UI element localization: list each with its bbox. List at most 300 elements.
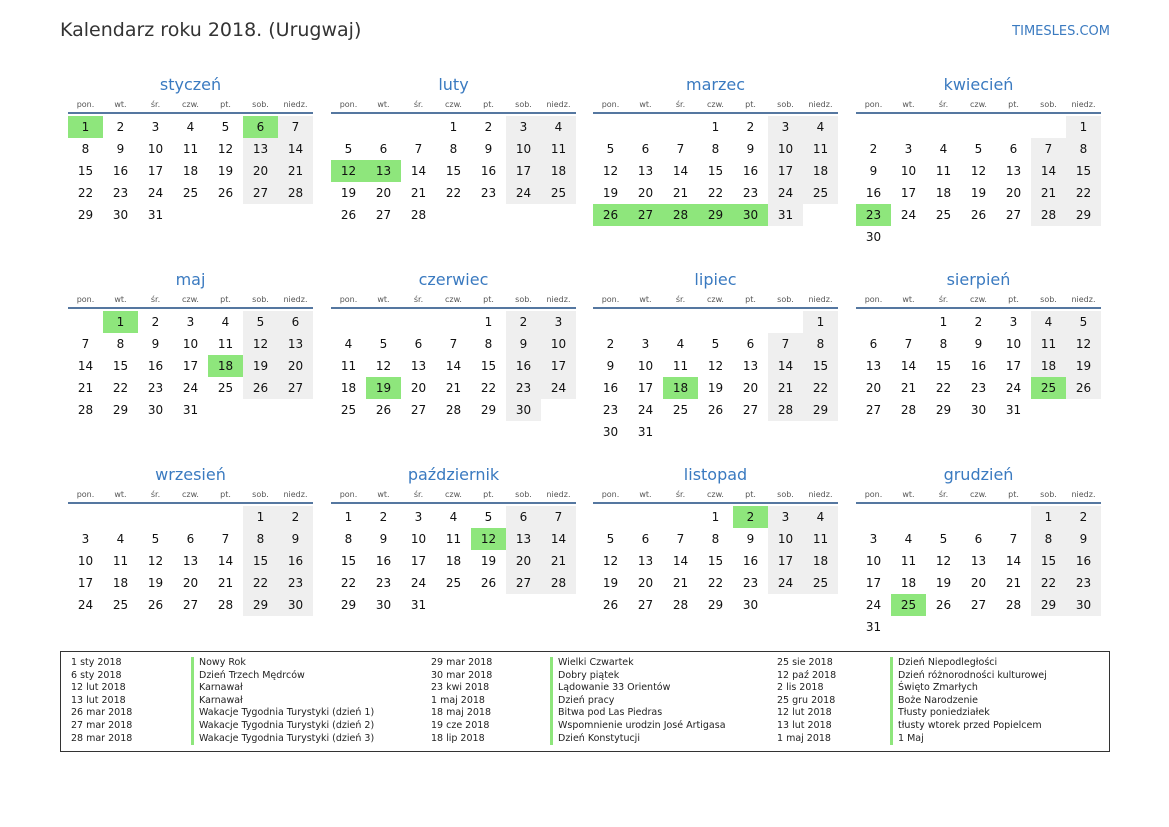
- day-cell[interactable]: 3: [506, 116, 541, 138]
- day-cell[interactable]: 3: [904, 142, 913, 156]
- day-cell[interactable]: 21: [900, 381, 917, 395]
- day-cell[interactable]: 12: [602, 164, 619, 178]
- day-cell[interactable]: 27: [970, 598, 987, 612]
- day-cell[interactable]: 6: [278, 311, 313, 333]
- day-cell[interactable]: 16: [865, 186, 882, 200]
- day-cell[interactable]: 3: [414, 510, 423, 524]
- day-cell[interactable]: 20: [1005, 186, 1022, 200]
- day-cell[interactable]: 11: [1031, 333, 1066, 355]
- day-cell[interactable]: 21: [77, 381, 94, 395]
- day-cell[interactable]: 1: [68, 116, 103, 138]
- day-cell[interactable]: 2: [869, 142, 878, 156]
- day-cell[interactable]: 13: [637, 164, 654, 178]
- day-cell[interactable]: 8: [711, 532, 720, 546]
- day-cell[interactable]: 16: [970, 359, 987, 373]
- day-cell[interactable]: 10: [900, 164, 917, 178]
- day-cell[interactable]: 27: [1005, 208, 1022, 222]
- day-cell[interactable]: 30: [278, 594, 313, 616]
- day-cell[interactable]: 5: [974, 142, 983, 156]
- day-cell[interactable]: 27: [243, 182, 278, 204]
- day-cell[interactable]: 8: [1066, 138, 1101, 160]
- day-cell[interactable]: 4: [541, 116, 576, 138]
- day-cell[interactable]: 23: [506, 377, 541, 399]
- day-cell[interactable]: 11: [803, 138, 838, 160]
- day-cell[interactable]: 17: [506, 160, 541, 182]
- day-cell[interactable]: 6: [243, 116, 278, 138]
- day-cell[interactable]: 31: [1005, 403, 1022, 417]
- day-cell[interactable]: 20: [637, 576, 654, 590]
- day-cell[interactable]: 27: [637, 598, 654, 612]
- day-cell[interactable]: 29: [112, 403, 129, 417]
- day-cell[interactable]: 8: [243, 528, 278, 550]
- day-cell[interactable]: 22: [340, 576, 357, 590]
- day-cell[interactable]: 14: [278, 138, 313, 160]
- day-cell[interactable]: 28: [768, 399, 803, 421]
- day-cell[interactable]: 2: [1066, 506, 1101, 528]
- day-cell[interactable]: 9: [278, 528, 313, 550]
- day-cell[interactable]: 6: [414, 337, 423, 351]
- day-cell[interactable]: 18: [112, 576, 129, 590]
- day-cell[interactable]: 30: [147, 403, 164, 417]
- day-cell[interactable]: 15: [445, 164, 462, 178]
- day-cell[interactable]: 2: [379, 510, 388, 524]
- day-cell[interactable]: 27: [742, 403, 759, 417]
- day-cell[interactable]: 24: [77, 598, 94, 612]
- day-cell[interactable]: 23: [856, 204, 891, 226]
- day-cell[interactable]: 25: [340, 403, 357, 417]
- day-cell[interactable]: 26: [935, 598, 952, 612]
- day-cell[interactable]: 17: [865, 576, 882, 590]
- day-cell[interactable]: 5: [939, 532, 948, 546]
- day-cell[interactable]: 10: [77, 554, 94, 568]
- day-cell[interactable]: 6: [641, 142, 650, 156]
- day-cell[interactable]: 1: [711, 510, 720, 524]
- day-cell[interactable]: 19: [340, 186, 357, 200]
- day-cell[interactable]: 20: [410, 381, 427, 395]
- day-cell[interactable]: 7: [1031, 138, 1066, 160]
- day-cell[interactable]: 4: [449, 510, 458, 524]
- day-cell[interactable]: 15: [112, 359, 129, 373]
- day-cell[interactable]: 27: [375, 208, 392, 222]
- day-cell[interactable]: 2: [151, 315, 160, 329]
- day-cell[interactable]: 14: [672, 554, 689, 568]
- day-cell[interactable]: 24: [182, 381, 199, 395]
- day-cell[interactable]: 12: [217, 142, 234, 156]
- day-cell[interactable]: 13: [1005, 164, 1022, 178]
- day-cell[interactable]: 26: [217, 186, 234, 200]
- day-cell[interactable]: 19: [935, 576, 952, 590]
- day-cell[interactable]: 16: [602, 381, 619, 395]
- day-cell[interactable]: 9: [606, 359, 615, 373]
- day-cell[interactable]: 18: [208, 355, 243, 377]
- day-cell[interactable]: 8: [803, 333, 838, 355]
- day-cell[interactable]: 11: [182, 142, 199, 156]
- day-cell[interactable]: 16: [1066, 550, 1101, 572]
- day-cell[interactable]: 21: [278, 160, 313, 182]
- day-cell[interactable]: 31: [865, 620, 882, 634]
- day-cell[interactable]: 9: [506, 333, 541, 355]
- day-cell[interactable]: 2: [116, 120, 125, 134]
- day-cell[interactable]: 7: [768, 333, 803, 355]
- day-cell[interactable]: 4: [904, 532, 913, 546]
- day-cell[interactable]: 30: [1066, 594, 1101, 616]
- day-cell[interactable]: 14: [768, 355, 803, 377]
- day-cell[interactable]: 23: [278, 572, 313, 594]
- day-cell[interactable]: 28: [663, 204, 698, 226]
- day-cell[interactable]: 24: [410, 576, 427, 590]
- day-cell[interactable]: 8: [81, 142, 90, 156]
- day-cell[interactable]: 9: [746, 142, 755, 156]
- day-cell[interactable]: 11: [541, 138, 576, 160]
- day-cell[interactable]: 3: [641, 337, 650, 351]
- day-cell[interactable]: 30: [375, 598, 392, 612]
- day-cell[interactable]: 11: [340, 359, 357, 373]
- day-cell[interactable]: 10: [541, 333, 576, 355]
- day-cell[interactable]: 17: [541, 355, 576, 377]
- day-cell[interactable]: 10: [147, 142, 164, 156]
- day-cell[interactable]: 22: [480, 381, 497, 395]
- day-cell[interactable]: 31: [182, 403, 199, 417]
- day-cell[interactable]: 22: [445, 186, 462, 200]
- day-cell[interactable]: 3: [151, 120, 160, 134]
- day-cell[interactable]: 31: [410, 598, 427, 612]
- day-cell[interactable]: 1: [711, 120, 720, 134]
- day-cell[interactable]: 2: [733, 506, 768, 528]
- day-cell[interactable]: 8: [484, 337, 493, 351]
- day-cell[interactable]: 18: [445, 554, 462, 568]
- day-cell[interactable]: 23: [602, 403, 619, 417]
- day-cell[interactable]: 29: [803, 399, 838, 421]
- day-cell[interactable]: 17: [147, 164, 164, 178]
- day-cell[interactable]: 3: [541, 311, 576, 333]
- day-cell[interactable]: 18: [541, 160, 576, 182]
- day-cell[interactable]: 29: [243, 594, 278, 616]
- day-cell[interactable]: 8: [1031, 528, 1066, 550]
- day-cell[interactable]: 22: [243, 572, 278, 594]
- day-cell[interactable]: 21: [445, 381, 462, 395]
- day-cell[interactable]: 23: [112, 186, 129, 200]
- day-cell[interactable]: 19: [1066, 355, 1101, 377]
- day-cell[interactable]: 24: [147, 186, 164, 200]
- day-cell[interactable]: 2: [746, 120, 755, 134]
- day-cell[interactable]: 12: [602, 554, 619, 568]
- day-cell[interactable]: 29: [707, 598, 724, 612]
- day-cell[interactable]: 3: [1009, 315, 1018, 329]
- day-cell[interactable]: 4: [344, 337, 353, 351]
- day-cell[interactable]: 19: [602, 186, 619, 200]
- day-cell[interactable]: 26: [147, 598, 164, 612]
- day-cell[interactable]: 17: [900, 186, 917, 200]
- day-cell[interactable]: 6: [379, 142, 388, 156]
- day-cell[interactable]: 10: [506, 138, 541, 160]
- day-cell[interactable]: 13: [970, 554, 987, 568]
- day-cell[interactable]: 16: [375, 554, 392, 568]
- day-cell[interactable]: 14: [77, 359, 94, 373]
- day-cell[interactable]: 3: [81, 532, 90, 546]
- day-cell[interactable]: 7: [414, 142, 423, 156]
- day-cell[interactable]: 28: [1031, 204, 1066, 226]
- day-cell[interactable]: 5: [606, 142, 615, 156]
- day-cell[interactable]: 6: [746, 337, 755, 351]
- day-cell[interactable]: 20: [637, 186, 654, 200]
- day-cell[interactable]: 22: [112, 381, 129, 395]
- day-cell[interactable]: 7: [221, 532, 230, 546]
- day-cell[interactable]: 24: [1005, 381, 1022, 395]
- day-cell[interactable]: 14: [217, 554, 234, 568]
- site-link[interactable]: TIMESLES.COM: [1012, 24, 1110, 39]
- day-cell[interactable]: 2: [606, 337, 615, 351]
- day-cell[interactable]: 4: [1031, 311, 1066, 333]
- day-cell[interactable]: 30: [733, 204, 768, 226]
- day-cell[interactable]: 29: [935, 403, 952, 417]
- day-cell[interactable]: 7: [278, 116, 313, 138]
- day-cell[interactable]: 30: [865, 230, 882, 244]
- day-cell[interactable]: 8: [344, 532, 353, 546]
- day-cell[interactable]: 1: [1066, 116, 1101, 138]
- day-cell[interactable]: 27: [628, 204, 663, 226]
- day-cell[interactable]: 13: [410, 359, 427, 373]
- day-cell[interactable]: 30: [742, 598, 759, 612]
- day-cell[interactable]: 29: [698, 204, 733, 226]
- day-cell[interactable]: 10: [865, 554, 882, 568]
- day-cell[interactable]: 1: [484, 315, 493, 329]
- day-cell[interactable]: 10: [182, 337, 199, 351]
- day-cell[interactable]: 7: [676, 532, 685, 546]
- day-cell[interactable]: 6: [186, 532, 195, 546]
- day-cell[interactable]: 6: [506, 506, 541, 528]
- day-cell[interactable]: 21: [1005, 576, 1022, 590]
- day-cell[interactable]: 22: [707, 186, 724, 200]
- day-cell[interactable]: 23: [375, 576, 392, 590]
- day-cell[interactable]: 7: [676, 142, 685, 156]
- day-cell[interactable]: 27: [865, 403, 882, 417]
- day-cell[interactable]: 25: [112, 598, 129, 612]
- day-cell[interactable]: 25: [891, 594, 926, 616]
- day-cell[interactable]: 27: [506, 572, 541, 594]
- day-cell[interactable]: 7: [1009, 532, 1018, 546]
- day-cell[interactable]: 28: [445, 403, 462, 417]
- day-cell[interactable]: 15: [707, 554, 724, 568]
- day-cell[interactable]: 2: [506, 311, 541, 333]
- day-cell[interactable]: 14: [541, 528, 576, 550]
- day-cell[interactable]: 26: [1066, 377, 1101, 399]
- day-cell[interactable]: 22: [77, 186, 94, 200]
- day-cell[interactable]: 10: [768, 528, 803, 550]
- day-cell[interactable]: 1: [1031, 506, 1066, 528]
- day-cell[interactable]: 27: [278, 377, 313, 399]
- day-cell[interactable]: 28: [900, 403, 917, 417]
- day-cell[interactable]: 13: [637, 554, 654, 568]
- day-cell[interactable]: 3: [768, 116, 803, 138]
- day-cell[interactable]: 28: [217, 598, 234, 612]
- day-cell[interactable]: 28: [672, 598, 689, 612]
- day-cell[interactable]: 27: [410, 403, 427, 417]
- day-cell[interactable]: 21: [410, 186, 427, 200]
- day-cell[interactable]: 9: [151, 337, 160, 351]
- day-cell[interactable]: 14: [1031, 160, 1066, 182]
- day-cell[interactable]: 23: [1066, 572, 1101, 594]
- day-cell[interactable]: 26: [707, 403, 724, 417]
- day-cell[interactable]: 9: [379, 532, 388, 546]
- day-cell[interactable]: 25: [182, 186, 199, 200]
- day-cell[interactable]: 4: [939, 142, 948, 156]
- day-cell[interactable]: 13: [278, 333, 313, 355]
- day-cell[interactable]: 20: [865, 381, 882, 395]
- day-cell[interactable]: 13: [243, 138, 278, 160]
- day-cell[interactable]: 26: [602, 598, 619, 612]
- day-cell[interactable]: 15: [707, 164, 724, 178]
- day-cell[interactable]: 12: [147, 554, 164, 568]
- day-cell[interactable]: 13: [865, 359, 882, 373]
- day-cell[interactable]: 13: [742, 359, 759, 373]
- day-cell[interactable]: 8: [449, 142, 458, 156]
- day-cell[interactable]: 4: [116, 532, 125, 546]
- day-cell[interactable]: 25: [803, 572, 838, 594]
- day-cell[interactable]: 15: [243, 550, 278, 572]
- day-cell[interactable]: 1: [803, 311, 838, 333]
- day-cell[interactable]: 18: [182, 164, 199, 178]
- day-cell[interactable]: 9: [116, 142, 125, 156]
- day-cell[interactable]: 1: [449, 120, 458, 134]
- day-cell[interactable]: 6: [974, 532, 983, 546]
- day-cell[interactable]: 12: [471, 528, 506, 550]
- day-cell[interactable]: 26: [375, 403, 392, 417]
- day-cell[interactable]: 14: [445, 359, 462, 373]
- day-cell[interactable]: 3: [768, 506, 803, 528]
- day-cell[interactable]: 16: [480, 164, 497, 178]
- day-cell[interactable]: 19: [707, 381, 724, 395]
- day-cell[interactable]: 17: [768, 160, 803, 182]
- day-cell[interactable]: 28: [1005, 598, 1022, 612]
- day-cell[interactable]: 29: [480, 403, 497, 417]
- day-cell[interactable]: 18: [803, 160, 838, 182]
- day-cell[interactable]: 17: [637, 381, 654, 395]
- day-cell[interactable]: 15: [1031, 550, 1066, 572]
- day-cell[interactable]: 30: [112, 208, 129, 222]
- day-cell[interactable]: 29: [1031, 594, 1066, 616]
- day-cell[interactable]: 20: [278, 355, 313, 377]
- day-cell[interactable]: 9: [1066, 528, 1101, 550]
- day-cell[interactable]: 23: [480, 186, 497, 200]
- day-cell[interactable]: 14: [1005, 554, 1022, 568]
- day-cell[interactable]: 15: [77, 164, 94, 178]
- day-cell[interactable]: 2: [278, 506, 313, 528]
- day-cell[interactable]: 3: [186, 315, 195, 329]
- day-cell[interactable]: 14: [672, 164, 689, 178]
- day-cell[interactable]: 11: [803, 528, 838, 550]
- day-cell[interactable]: 24: [637, 403, 654, 417]
- day-cell[interactable]: 4: [803, 116, 838, 138]
- day-cell[interactable]: 26: [340, 208, 357, 222]
- day-cell[interactable]: 12: [331, 160, 366, 182]
- day-cell[interactable]: 17: [1005, 359, 1022, 373]
- day-cell[interactable]: 5: [606, 532, 615, 546]
- day-cell[interactable]: 9: [869, 164, 878, 178]
- day-cell[interactable]: 20: [742, 381, 759, 395]
- day-cell[interactable]: 10: [637, 359, 654, 373]
- day-cell[interactable]: 23: [742, 576, 759, 590]
- day-cell[interactable]: 12: [935, 554, 952, 568]
- day-cell[interactable]: 12: [707, 359, 724, 373]
- day-cell[interactable]: 15: [340, 554, 357, 568]
- day-cell[interactable]: 30: [602, 425, 619, 439]
- day-cell[interactable]: 18: [803, 550, 838, 572]
- day-cell[interactable]: 8: [939, 337, 948, 351]
- day-cell[interactable]: 25: [445, 576, 462, 590]
- day-cell[interactable]: 19: [602, 576, 619, 590]
- day-cell[interactable]: 9: [746, 532, 755, 546]
- day-cell[interactable]: 11: [112, 554, 129, 568]
- day-cell[interactable]: 13: [506, 528, 541, 550]
- day-cell[interactable]: 22: [1031, 572, 1066, 594]
- day-cell[interactable]: 5: [1066, 311, 1101, 333]
- day-cell[interactable]: 12: [970, 164, 987, 178]
- day-cell[interactable]: 19: [970, 186, 987, 200]
- day-cell[interactable]: 12: [375, 359, 392, 373]
- day-cell[interactable]: 9: [974, 337, 983, 351]
- day-cell[interactable]: 31: [637, 425, 654, 439]
- day-cell[interactable]: 2: [974, 315, 983, 329]
- day-cell[interactable]: 28: [410, 208, 427, 222]
- day-cell[interactable]: 21: [217, 576, 234, 590]
- day-cell[interactable]: 19: [243, 355, 278, 377]
- day-cell[interactable]: 18: [1031, 355, 1066, 377]
- day-cell[interactable]: 28: [77, 403, 94, 417]
- day-cell[interactable]: 25: [672, 403, 689, 417]
- day-cell[interactable]: 22: [935, 381, 952, 395]
- day-cell[interactable]: 20: [375, 186, 392, 200]
- day-cell[interactable]: 24: [865, 598, 882, 612]
- day-cell[interactable]: 5: [711, 337, 720, 351]
- day-cell[interactable]: 26: [970, 208, 987, 222]
- day-cell[interactable]: 21: [541, 550, 576, 572]
- day-cell[interactable]: 18: [900, 576, 917, 590]
- day-cell[interactable]: 5: [151, 532, 160, 546]
- day-cell[interactable]: 17: [182, 359, 199, 373]
- day-cell[interactable]: 10: [768, 138, 803, 160]
- day-cell[interactable]: 11: [672, 359, 689, 373]
- day-cell[interactable]: 5: [484, 510, 493, 524]
- day-cell[interactable]: 11: [900, 554, 917, 568]
- day-cell[interactable]: 11: [935, 164, 952, 178]
- day-cell[interactable]: 6: [1009, 142, 1018, 156]
- day-cell[interactable]: 30: [970, 403, 987, 417]
- day-cell[interactable]: 29: [1066, 204, 1101, 226]
- day-cell[interactable]: 13: [366, 160, 401, 182]
- day-cell[interactable]: 27: [182, 598, 199, 612]
- day-cell[interactable]: 4: [676, 337, 685, 351]
- day-cell[interactable]: 3: [869, 532, 878, 546]
- day-cell[interactable]: 24: [900, 208, 917, 222]
- day-cell[interactable]: 25: [541, 182, 576, 204]
- day-cell[interactable]: 21: [672, 576, 689, 590]
- day-cell[interactable]: 19: [217, 164, 234, 178]
- day-cell[interactable]: 26: [480, 576, 497, 590]
- day-cell[interactable]: 24: [506, 182, 541, 204]
- day-cell[interactable]: 17: [768, 550, 803, 572]
- day-cell[interactable]: 24: [768, 182, 803, 204]
- day-cell[interactable]: 21: [768, 377, 803, 399]
- day-cell[interactable]: 12: [1066, 333, 1101, 355]
- day-cell[interactable]: 1: [103, 311, 138, 333]
- day-cell[interactable]: 17: [410, 554, 427, 568]
- day-cell[interactable]: 31: [147, 208, 164, 222]
- day-cell[interactable]: 1: [243, 506, 278, 528]
- day-cell[interactable]: 17: [77, 576, 94, 590]
- day-cell[interactable]: 29: [77, 208, 94, 222]
- day-cell[interactable]: 25: [803, 182, 838, 204]
- day-cell[interactable]: 20: [970, 576, 987, 590]
